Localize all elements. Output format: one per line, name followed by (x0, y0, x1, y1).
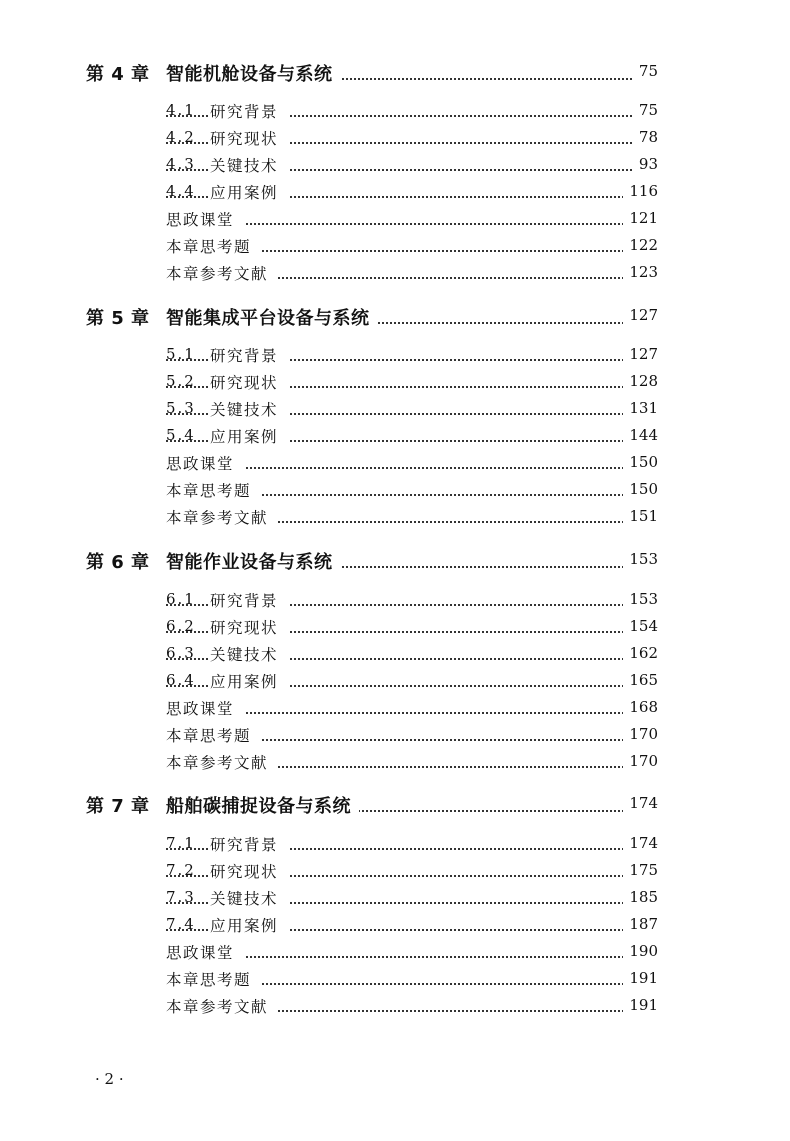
section-page-number: 168 (623, 698, 658, 716)
chapter-heading[interactable] (0, 546, 790, 580)
toc-entry[interactable] (0, 422, 790, 449)
toc-entry[interactable] (0, 259, 790, 286)
section-page-number: 78 (633, 128, 658, 146)
section-title: 思政课堂 (166, 941, 244, 963)
toc-entry[interactable] (0, 830, 790, 857)
section-title: 应用案例 (210, 914, 288, 936)
section-number: 5.3 (166, 399, 196, 417)
section-page-number: 93 (633, 155, 658, 173)
toc-entry[interactable] (0, 640, 790, 667)
section-page-number: 75 (633, 101, 658, 119)
section-title: 关键技术 (210, 154, 288, 176)
toc-entry[interactable] (0, 476, 790, 503)
chapter-title: 船舶碳捕捉设备与系统 (166, 792, 359, 818)
section-number: 4.1 (166, 101, 196, 119)
section-title: 研究背景 (210, 833, 288, 855)
section-page-number: 122 (623, 236, 658, 254)
section-title: 思政课堂 (166, 697, 244, 719)
section-title: 研究背景 (210, 344, 288, 366)
toc-entry[interactable] (0, 667, 790, 694)
toc-entry[interactable] (0, 341, 790, 368)
section-title: 应用案例 (210, 670, 288, 692)
section-title: 研究现状 (210, 616, 288, 638)
chapter-title: 智能作业设备与系统 (166, 548, 341, 574)
section-number: 5.4 (166, 426, 196, 444)
toc-entry[interactable] (0, 205, 790, 232)
section-title: 关键技术 (210, 887, 288, 909)
section-number: 5.2 (166, 372, 196, 390)
toc-entry[interactable] (0, 97, 790, 124)
chapter-number: 第 4 章 (86, 64, 150, 85)
chapter-heading[interactable] (0, 302, 790, 336)
section-number: 7.2 (166, 861, 196, 879)
section-title: 关键技术 (210, 398, 288, 420)
chapter-heading[interactable] (0, 58, 790, 92)
toc-entry[interactable] (0, 992, 790, 1019)
section-page-number: 175 (623, 861, 658, 879)
toc-entry[interactable] (0, 232, 790, 259)
section-title: 应用案例 (210, 425, 288, 447)
section-page-number: 144 (623, 426, 658, 444)
section-page-number: 154 (623, 617, 658, 635)
toc-entry[interactable] (0, 938, 790, 965)
chapter-page-number: 75 (633, 62, 658, 80)
chapter-number: 第 7 章 (86, 796, 150, 817)
section-number: 7.4 (166, 915, 196, 933)
toc-entry[interactable] (0, 586, 790, 613)
section-page-number: 127 (623, 345, 658, 363)
section-number: 5.1 (166, 345, 196, 363)
section-page-number: 123 (623, 263, 658, 281)
section-page-number: 191 (623, 969, 658, 987)
section-title: 本章思考题 (166, 479, 261, 501)
section-title: 本章思考题 (166, 724, 261, 746)
section-title: 研究背景 (210, 589, 288, 611)
section-title: 应用案例 (210, 181, 288, 203)
section-title: 本章参考文献 (166, 262, 278, 284)
page-number: · 2 · (95, 1070, 124, 1088)
section-page-number: 174 (623, 834, 658, 852)
toc-entry[interactable] (0, 395, 790, 422)
section-title: 本章思考题 (166, 968, 261, 990)
chapter-page-number: 153 (623, 550, 658, 568)
toc-entry[interactable] (0, 178, 790, 205)
section-page-number: 162 (623, 644, 658, 662)
chapter-title: 智能机舱设备与系统 (166, 60, 341, 86)
chapter-page-number: 174 (623, 794, 658, 812)
chapter-number: 第 6 章 (86, 552, 150, 573)
section-title: 研究现状 (210, 127, 288, 149)
section-title: 本章参考文献 (166, 506, 278, 528)
section-number: 4.3 (166, 155, 196, 173)
section-title: 关键技术 (210, 643, 288, 665)
toc-entry[interactable] (0, 721, 790, 748)
section-number: 4.4 (166, 182, 196, 200)
section-number: 6.4 (166, 671, 196, 689)
section-page-number: 165 (623, 671, 658, 689)
section-number: 7.3 (166, 888, 196, 906)
section-page-number: 128 (623, 372, 658, 390)
section-number: 4.2 (166, 128, 196, 146)
toc-entry[interactable] (0, 857, 790, 884)
section-title: 研究现状 (210, 371, 288, 393)
section-page-number: 116 (623, 182, 658, 200)
section-page-number: 187 (623, 915, 658, 933)
section-title: 思政课堂 (166, 208, 244, 230)
chapter-title: 智能集成平台设备与系统 (166, 304, 378, 330)
section-title: 思政课堂 (166, 452, 244, 474)
toc-entry[interactable] (0, 503, 790, 530)
toc-entry[interactable] (0, 613, 790, 640)
toc-entry[interactable] (0, 911, 790, 938)
toc-entry[interactable] (0, 694, 790, 721)
section-title: 本章参考文献 (166, 995, 278, 1017)
toc-entry[interactable] (0, 124, 790, 151)
section-page-number: 170 (623, 752, 658, 770)
section-number: 6.3 (166, 644, 196, 662)
section-page-number: 185 (623, 888, 658, 906)
toc-entry[interactable] (0, 449, 790, 476)
section-title: 本章思考题 (166, 235, 261, 257)
section-number: 6.2 (166, 617, 196, 635)
toc-entry[interactable] (0, 884, 790, 911)
toc-entry[interactable] (0, 965, 790, 992)
section-number: 7.1 (166, 834, 196, 852)
toc-entry[interactable] (0, 368, 790, 395)
section-page-number: 150 (623, 480, 658, 498)
chapter-number: 第 5 章 (86, 308, 150, 329)
toc-entry[interactable] (0, 748, 790, 775)
section-page-number: 121 (623, 209, 658, 227)
section-title: 研究现状 (210, 860, 288, 882)
section-page-number: 191 (623, 996, 658, 1014)
section-page-number: 131 (623, 399, 658, 417)
section-number: 6.1 (166, 590, 196, 608)
section-page-number: 190 (623, 942, 658, 960)
section-page-number: 153 (623, 590, 658, 608)
section-page-number: 151 (623, 507, 658, 525)
chapter-page-number: 127 (623, 306, 658, 324)
section-page-number: 150 (623, 453, 658, 471)
section-title: 本章参考文献 (166, 751, 278, 773)
section-page-number: 170 (623, 725, 658, 743)
chapter-heading[interactable] (0, 790, 790, 824)
section-title: 研究背景 (210, 100, 288, 122)
toc-entry[interactable] (0, 151, 790, 178)
